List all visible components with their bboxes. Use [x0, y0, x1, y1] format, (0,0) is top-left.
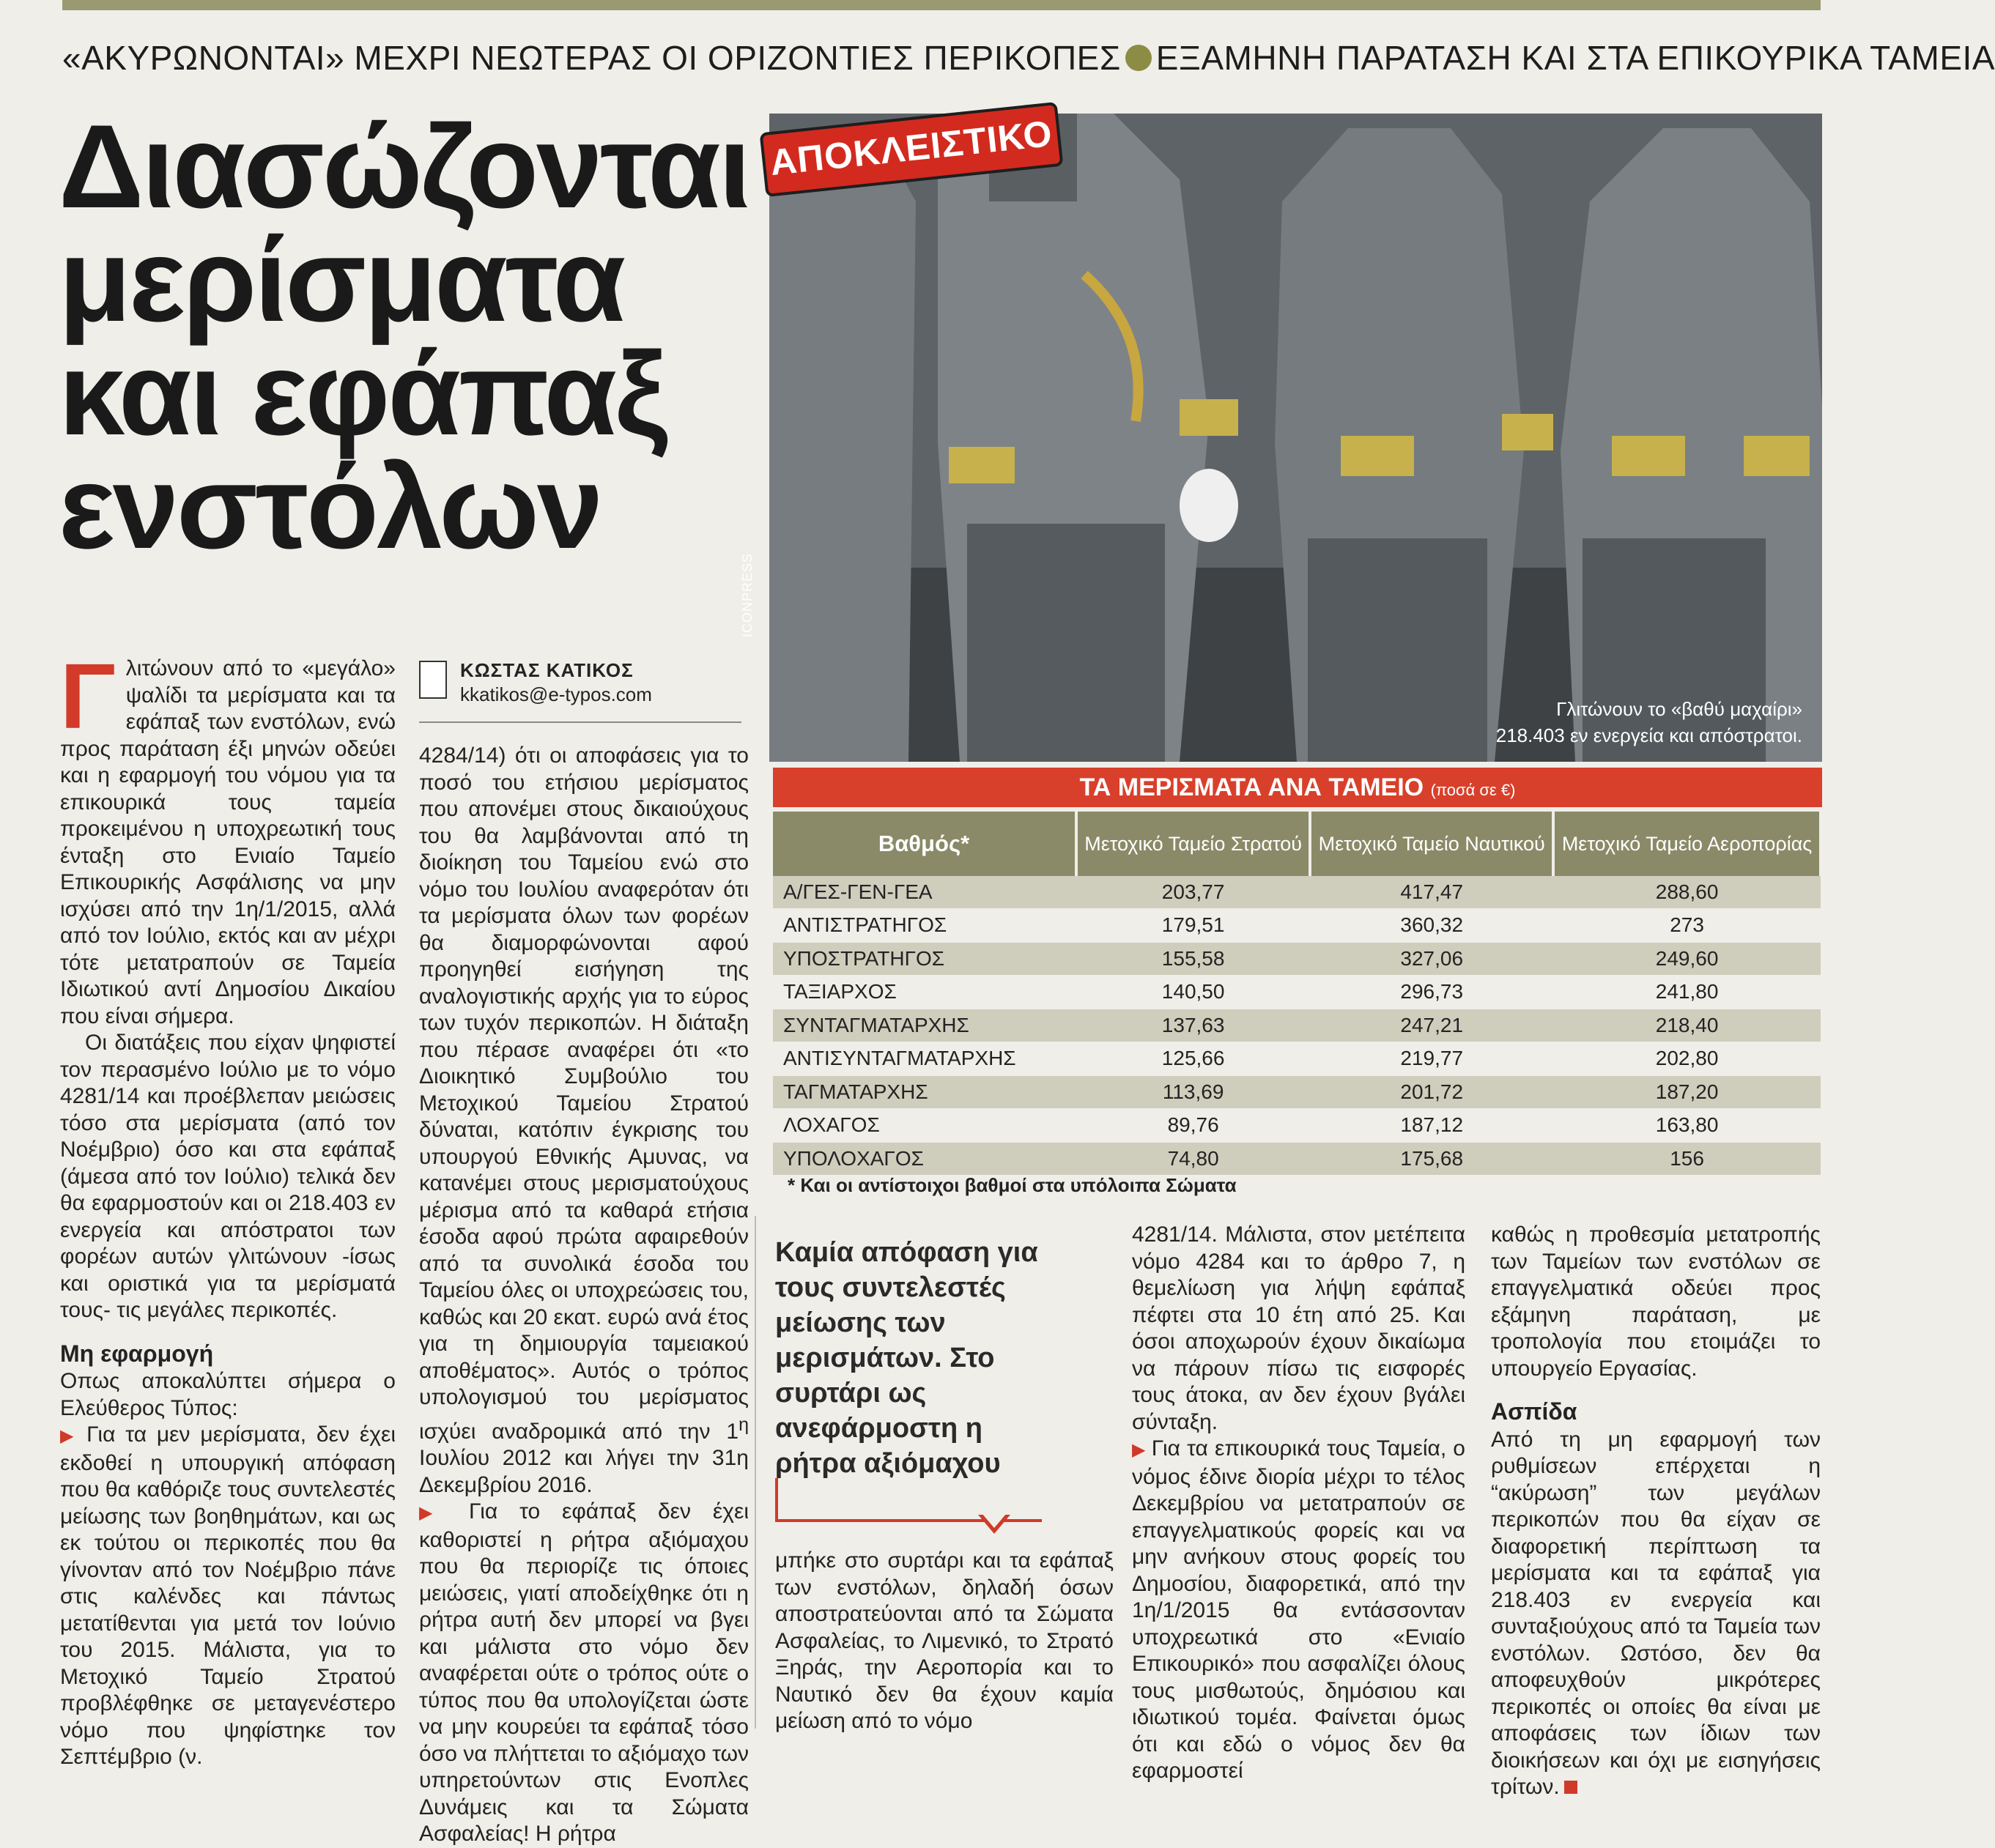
table-cell: ΑΝΤΙΣΥΝΤΑΓΜΑΤΑΡΧΗΣ [773, 1042, 1076, 1076]
table-row [773, 1009, 1821, 1042]
column-3 [775, 1548, 1114, 1735]
byline-divider [419, 721, 741, 723]
table-cell: 175,68 [1310, 1142, 1553, 1176]
table-cell: 360,32 [1310, 909, 1553, 943]
col1-paragraph-3: Οπως αποκαλύπτει σήμερα ο Ελεύθερος Τύπος: [60, 1369, 396, 1420]
table-cell: 218,40 [1553, 1009, 1821, 1042]
table-row [773, 909, 1821, 943]
table-cell: ΤΑΓΜΑΤΑΡΧΗΣ [773, 1075, 1076, 1109]
exclusive-badge: ΑΠΟΚΛΕΙΣΤΙΚΟ [760, 102, 1064, 197]
col5-paragraph-2: Από τη μη εφαρμογή των ρυθμίσεων επέρχεται η “ακύρωση” των μεγάλων περικοπών που θα είχαν σε διαφορετική περίπτωση τα μερίσματα και τα εφάπαξ για 218.403 εν ενεργεία και συνταξιούχους από τα Ταμεία των ενστόλων. Ωστόσο, δεν θα αποφευχθούν μικρότερες περικοπές οι οποίες θα είναι με αποφάσεις των ίδιων των διοικήσεων και όχι με εισηγήσεις τρίτων. [1491, 1427, 1821, 1799]
photo-caption [1495, 696, 1802, 749]
table-cell: 155,58 [1076, 942, 1310, 976]
col5-paragraph-1: καθώς η προθεσμία μετατροπής των Ταμείων των ενστόλων σε επαγγελματικά οδεύει προς εξάμηνη παράταση, με τροπολογία που ετοιμάζει το υπουργείο Εργασίας. [1491, 1222, 1821, 1381]
table-row [773, 1109, 1821, 1143]
table-cell: 137,63 [1076, 1009, 1310, 1042]
col4-paragraph-2: Για τα επικουρικά τους Ταμεία, ο νόμος έδινε διορία μέχρι το τέλος Δεκεμβρίου να μετατραπούν σε επαγγελματικούς φορείς και να μην ανήκουν στους φορείς του Δημοσίου, διαφορετικά, από την 1η/1/2015 θα εντάσσονταν υποχρεωτικά στο «Ενιαίο Επικουρικό» που ασφαλίζει όλους τους μισθωτούς, δημόσιου και ιδιωτικού τομέα. Φαίνεται όμως ότι και εδώ ο νόμος δεν θα εφαρμοστεί [1132, 1436, 1465, 1783]
column-4 [1132, 1222, 1465, 1785]
table-cell: 273 [1553, 909, 1821, 943]
table-cell: 163,80 [1553, 1109, 1821, 1143]
caption-line-2: 218.403 εν ενεργεία και απόστρατοι. [1495, 724, 1802, 746]
kicker-left: «ΑΚΥΡΩΝΟΝΤΑΙ» ΜΕΧΡΙ ΝΕΩΤΕΡΑΣ ΟΙ ΟΡΙΖΟΝΤΙΕΣ ΠΕΡΙΚΟΠΕΣ [62, 39, 1121, 77]
table-row [773, 1075, 1821, 1109]
table-cell: 296,73 [1310, 976, 1553, 1009]
dividends-table [773, 812, 1822, 1176]
table-cell: 288,60 [1553, 876, 1821, 909]
table-cell: 125,66 [1076, 1042, 1310, 1076]
officers-photo [769, 114, 1822, 762]
table-header: Βαθμός* [773, 812, 1076, 876]
table-title-note: (ποσά σε €) [1430, 781, 1516, 799]
subheading-mi-efarmogi: Μη εφαρμογή [60, 1340, 214, 1367]
table-header: Μετοχικό Ταμείο Ναυτικού [1310, 812, 1553, 876]
pull-quote-pointer-inner [982, 1513, 1007, 1528]
headline-line-2: μερίσματα [59, 214, 624, 346]
table-footnote: * Και οι αντίστοιχοι βαθμοί στα υπόλοιπα Σώματα [788, 1174, 1237, 1196]
table-header: Μετοχικό Ταμείο Αεροπορίας [1553, 812, 1821, 876]
table-cell: 327,06 [1310, 942, 1553, 976]
bullet-arrow-icon: ▶ [60, 1426, 87, 1446]
kicker-right: ΕΞΑΜΗΝΗ ΠΑΡΑΤΑΣΗ ΚΑΙ ΣΤΑ ΕΠΙΚΟΥΡΙΚΑ ΤΑΜΕΙΑ [1155, 39, 1995, 77]
officers-illustration [769, 114, 1822, 762]
table-cell: 249,60 [1553, 942, 1821, 976]
separator-dot-icon [1125, 45, 1152, 71]
table-row [773, 1042, 1821, 1076]
column-1 [60, 645, 396, 1771]
column-5 [1491, 1222, 1821, 1801]
col1-paragraph-4: Για τα μεν μερίσματα, δεν έχει εκδοθεί η υπουργική απόφαση που θα καθόριζε τους συντελεστές μείωσης των βοηθημάτων, και ως εκ τούτου οι περικοπές που θα γίνονταν από τον Νοέμβριο πάνε στις καλένδες και πάντως μετατίθενται για μετά τον Ιούνιο του 2015. Μάλιστα, για το Μετοχικό Ταμείο Στρατού προβλέφθηκε σε μεταγενέστερο νόμο που ψηφίστηκε τον Σεπτέμβριο (ν. [60, 1422, 396, 1769]
table-cell: 74,80 [1076, 1142, 1310, 1176]
table-cell: 156 [1553, 1142, 1821, 1176]
column-divider [755, 1216, 756, 1729]
table-cell: 113,69 [1076, 1075, 1310, 1109]
table-cell: 179,51 [1076, 909, 1310, 943]
table-row [773, 1142, 1821, 1176]
col3-paragraph-1: μπήκε στο συρτάρι και τα εφάπαξ των ενστόλων, δηλαδή όσων αποστρατεύονται από τα Σώματα Ασφαλείας, το Λιμενικό, το Στρατό Ξηράς, την Αεροπορία και το Ναυτικό δεν θα έχουν καμία μείωση από το νόμο [775, 1548, 1114, 1733]
column-2 [419, 743, 749, 1848]
caption-line-1: Γλιτώνουν το «βαθύ μαχαίρι» [1556, 698, 1802, 720]
col1-paragraph-1: λιτώνουν από το «μεγάλο» ψαλίδι τα μερίσματα και τα εφάπαξ των ενστόλων, ενώ προς παράταση έξι μηνών οδεύει και η εφαρμογή του νόμου για τα επικουρικά τους ταμεία προκειμένου η υποχρεωτική τους ένταξη στο Ενιαίο Ταμείο Επικουρικής Ασφάλισης να μην ισχύσει από την 1η/1/2015, αλλά από τον Ιούλιο, εκτός και αν μέχρι τότε μετατραπούν σε Ταμεία Ιδιωτικού αντί Δημοσίου Δικαίου που είναι σήμερα. [60, 656, 396, 1028]
bullet-arrow-icon: ▶ [419, 1503, 470, 1523]
author-email: kkatikos@e-typos.com [460, 683, 652, 705]
table-cell: Α/ΓΕΣ-ΓΕΝ-ΓΕΑ [773, 876, 1076, 909]
top-color-bar [62, 0, 1821, 10]
dropcap: Γ [60, 645, 116, 748]
table-cell: ΑΝΤΙΣΤΡΑΤΗΓΟΣ [773, 909, 1076, 943]
table-cell: ΛΟΧΑΓΟΣ [773, 1109, 1076, 1143]
headline-line-3: και εφάπαξ [59, 327, 666, 460]
table-title [773, 768, 1822, 807]
col2-paragraph-1: 4284/14) ότι οι αποφάσεις για το ποσό του ετήσιου μερίσματος που απονέμει στους δικαιούχους του θα λαμβάνονται από τη διοίκηση του Ταμείου ενώ στο νόμο του Ιουλίου αναφερόταν ότι τα μερίσματα όλων των φορέων θα διαμορφώνονται αφού προηγηθεί εισήγηση της αναλογιστικής αρχής για το εύρος των τυχόν περικοπών. Η διάταξη που πέρασε αναφέρει ότι «το Διοικητικό Συμβούλιο του Μετοχικού Ταμείου Στρατού δύναται, κατόπιν έγκρισης του υπουργού Εθνικής Αμυνας, να κατανέμει στους μερισματούχους μέρισμα από τα καθαρά ετήσια έσοδα αφού πρώτα αφαιρεθούν από τα συνολικά έσοδα του Ταμείου όλες οι υποχρεώσεις του, καθώς και 20 εκατ. ευρώ ανά έτος για τη δημιουργία ταμειακού αποθέματος». Αυτός ο τρόπος υπολογισμού του μερίσματος ισχύει αναδρομικά από την 1 [419, 743, 749, 1444]
headline-line-1: Διασώζονται [59, 100, 749, 233]
headline-line-4: ενστόλων [59, 441, 602, 574]
col4-paragraph-1: 4281/14. Μάλιστα, στον μετέπειτα νόμο 4284 και το άρθρο 7, η θεμελίωση για λήψη εφάπαξ πέφτει στα 10 έτη από 25. Και όσοι αποχωρούν έχουν δικαίωμα να πάρουν πίσω τις εισφορές τους άτοκα, αν δεν έχουν βγάλει σύνταξη. [1132, 1222, 1465, 1434]
pull-quote: Καμία απόφαση για τους συντελεστές μείωσης των μερισμάτων. Στο συρτάρι ως ανεφάρμοστη η ρήτρα αξιόμαχου [775, 1237, 1038, 1479]
bullet-arrow-icon: ▶ [1132, 1440, 1152, 1460]
table-cell: ΥΠΟΛΟΧΑΓΟΣ [773, 1142, 1076, 1176]
table-header: Μετοχικό Ταμείο Στρατού [1076, 812, 1310, 876]
table-cell: 187,20 [1553, 1075, 1821, 1109]
subheading-aspida: Ασπίδα [1491, 1398, 1577, 1425]
table-row [773, 942, 1821, 976]
col2-paragraph-1-end: Ιουλίου 2012 και λήγει την 31η Δεκεμβρίου 2016. [419, 1446, 749, 1497]
col1-paragraph-2: Οι διατάξεις που είχαν ψηφιστεί τον περασμένο Ιούλιο με το νόμο 4281/14 και προέβλεπαν μειώσεις τόσο στα μερίσματα (από τον Νοέμβριο) όσο και στα εφάπαξ (άμεσα από τον Ιούλιο) τελικά δεν θα εφαρμοστούν και οι 218.403 εν ενεργεία και απόστρατοι των φορέων αυτών γλιτώνουν -ίσως και οριστικά για τα μερίσματά τους- τις μεγάλες περικοπές. [60, 1031, 396, 1322]
author-name: ΚΩΣΤΑΣ ΚΑΤΙΚΟΣ [460, 659, 634, 681]
byline [419, 659, 741, 710]
table-cell: ΣΥΝΤΑΓΜΑΤΑΡΧΗΣ [773, 1009, 1076, 1042]
table-cell: ΤΑΞΙΑΡΧΟΣ [773, 976, 1076, 1009]
table-cell: ΥΠΟΣΤΡΑΤΗΓΟΣ [773, 942, 1076, 976]
table-cell: 140,50 [1076, 976, 1310, 1009]
col2-sup: η [739, 1414, 749, 1435]
col2-paragraph-2: Για το εφάπαξ δεν έχει καθοριστεί η ρήτρα αξιόμαχου που θα περιορίζε τις όποιες μειώσεις, γιατί αποδείχθηκε ότι η ρήτρα αυτή δεν μπορεί να βγει και μάλιστα στο νόμο δεν αναφέρεται ούτε ο τρόπος ούτε ο τύπος που θα υπολογίζεται ώστε να μην κουρεύει τα εφάπαξ τόσο όσο να πλήττεται το αξιόμαχο των υπηρετούντων στις Ενοπλες Δυνάμεις και τα Σώματα Ασφαλείας! Η ρήτρα [419, 1499, 749, 1846]
table-cell: 417,47 [1310, 876, 1553, 909]
table-cell: 202,80 [1553, 1042, 1821, 1076]
table-cell: 187,12 [1310, 1109, 1553, 1143]
headline [59, 100, 777, 574]
end-mark-icon [1564, 1781, 1577, 1794]
photo-credit: ICONPRESS [740, 552, 755, 637]
document-icon [419, 661, 447, 699]
kicker [62, 38, 1995, 78]
table-title-text: ΤΑ ΜΕΡΙΣΜΑΤΑ ΑΝΑ ΤΑΜΕΙΟ [1079, 773, 1424, 801]
table-cell: 203,77 [1076, 876, 1310, 909]
table-cell: 241,80 [1553, 976, 1821, 1009]
table-row [773, 876, 1821, 909]
table-cell: 219,77 [1310, 1042, 1553, 1076]
table-header-row [773, 812, 1821, 876]
table-cell: 201,72 [1310, 1075, 1553, 1109]
table-row [773, 976, 1821, 1009]
table-cell: 89,76 [1076, 1109, 1310, 1143]
table-cell: 247,21 [1310, 1009, 1553, 1042]
